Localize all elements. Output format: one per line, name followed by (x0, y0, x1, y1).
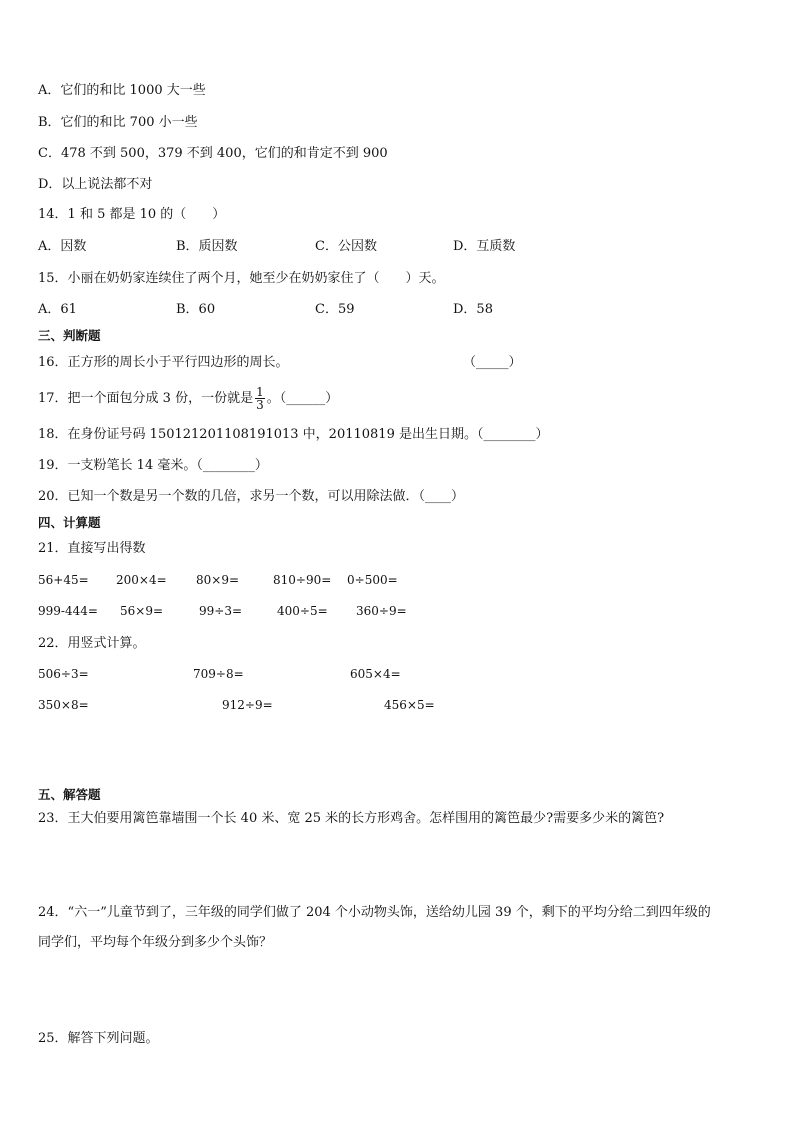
q13-option-c: C．478 不到 500，379 不到 400，它们的和肯定不到 900 (38, 146, 388, 161)
q13-option-d: D．以上说法都不对 (38, 177, 153, 192)
q21-item: 400÷5= (277, 604, 328, 618)
q24-line2: 同学们，平均每个年级分到多少个头饰？ (38, 935, 273, 950)
q14-option-d: D．互质数 (453, 239, 516, 254)
q22-item: 506÷3= (38, 667, 89, 681)
q21-item: 80×9= (196, 573, 240, 587)
q17-text-pre: 17．把一个面包分成 3 份，一份就是 (38, 391, 254, 406)
q21-item: 56+45= (38, 573, 89, 587)
q16-blank: （_____） (463, 355, 522, 370)
q20-text: 20．已知一个数是另一个数的几倍，求另一个数，可以用除法做．（____） (38, 489, 465, 504)
q22-item: 605×4= (350, 667, 401, 681)
q22-item: 456×5= (384, 698, 435, 712)
fraction-denominator: 3 (256, 398, 264, 412)
q21-item: 360÷9= (356, 604, 407, 618)
q16-text: 16．正方形的周长小于平行四边形的周长。 (38, 355, 289, 370)
q21-item: 0÷500= (347, 573, 398, 587)
q21-item: 99÷3= (199, 604, 243, 618)
q21-item: 999-444= (38, 604, 98, 618)
q18-text: 18．在身份证号码 150121201108191013 中，20110819 是出生日期。（________） (38, 427, 549, 442)
q15-stem: 15．小丽在奶奶家连续住了两个月，她至少在奶奶家住了（ ）天。 (38, 271, 445, 286)
q14-stem: 14．1 和 5 都是 10 的（ ） (38, 207, 226, 222)
q17-line (38, 386, 338, 411)
section-title-calculation: 四、计算题 (38, 515, 101, 530)
q22-item: 709÷8= (193, 667, 244, 681)
q13-option-a: A．它们的和比 1000 大一些 (38, 83, 206, 98)
q23-text: 23．王大伯要用篱笆靠墙围一个长 40 米、宽 25 米的长方形鸡舍。怎样围用的篱笆最少?需要多少米的篱笆? (38, 811, 665, 826)
q15-option-b: B．60 (176, 302, 216, 317)
q21-item: 810÷90= (273, 573, 332, 587)
q21-item: 56×9= (120, 604, 164, 618)
q14-option-b: B．质因数 (176, 239, 238, 254)
q17-text-post: 。（______） (266, 391, 339, 406)
q25-text: 25．解答下列问题。 (38, 1031, 159, 1046)
q22-item: 350×8= (38, 698, 89, 712)
q15-option-c: C．59 (315, 302, 355, 317)
q21-stem: 21．直接写出得数 (38, 541, 146, 556)
q14-option-a: A．因数 (38, 239, 87, 254)
q13-option-b: B．它们的和比 700 小一些 (38, 115, 198, 130)
q22-item: 912÷9= (222, 698, 273, 712)
q14-option-c: C．公因数 (315, 239, 377, 254)
q15-option-d: D．58 (453, 302, 493, 317)
section-title-judgment: 三、判断题 (38, 328, 101, 343)
q22-stem: 22．用竖式计算。 (38, 636, 146, 651)
q24-line1: 24．“六一”儿童节到了，三年级的同学们做了 204 个小动物头饰，送给幼儿园 39 个，剩下的平均分给二到四年级的 (38, 905, 711, 920)
q19-text: 19．一支粉笔长 14 毫米。（________） (38, 458, 268, 473)
fraction (255, 386, 265, 411)
q21-item: 200×4= (116, 573, 167, 587)
fraction-numerator: 1 (256, 385, 264, 399)
q15-option-a: A．61 (38, 302, 77, 317)
section-title-word-problems: 五、解答题 (38, 787, 101, 802)
